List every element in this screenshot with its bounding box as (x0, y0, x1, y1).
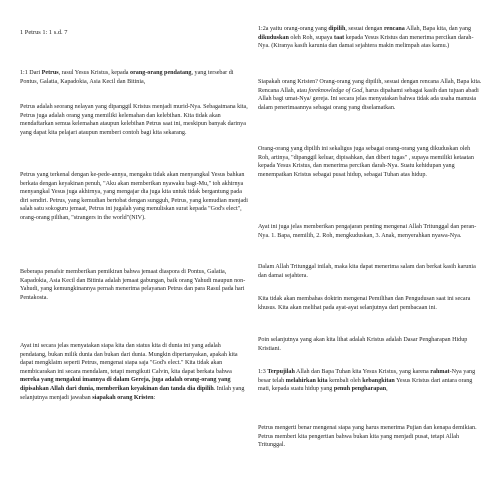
paragraph (20, 103, 248, 137)
text-run: . Inilah yang selanjutnya menjadi jawaban (20, 385, 245, 401)
text-run: Allah, Bapa kita, dan yang (404, 26, 472, 32)
paragraph (258, 25, 482, 51)
bold-text: taat (334, 34, 345, 41)
paragraph (258, 78, 482, 112)
bold-text: dipilih (328, 26, 346, 32)
document-heading: 1 Petrus 1: 1 s.d. 7 (20, 29, 68, 36)
paragraph (20, 171, 248, 223)
bold-text: penuh pengharapan (333, 386, 387, 393)
paragraph (258, 424, 482, 450)
text-run: Petrus mengerti benar mengenai siapa yang harus menerima Pujian dan kenapa demikian. Petrus memberi kita pengertian bahwa bukan kita yang menjadi pusat, tetapi Allah Tritunggal. (258, 425, 477, 449)
paragraph (258, 145, 482, 179)
text-run: Beberapa penafsir memberikan pemikiran bahwa jemaat diaspora di Pontus, Galatia, Kapadokia, Asia Kecil dan Bitinia adalah jemaat gabungan, baik orang Yahudi maupun non-Yahudi, yang kemungkinannya pernah menerima pelayanan Petrus dan para Rasul pada hari Pentakosta. (20, 269, 246, 301)
text-run: Orang-orang yang dipilih ini sekaligus juga sebagai orang-orang yang dikuduskan oleh Roh, artinya, "dipanggil keluar, dipisahkan, dan diberi tugas" , supaya memiliki ketaatan kepada Yesus Kristus, dan menerima percikan darah-Nya. Suatu kehidupan yang menempatkan Kristus sebagai pusat hidup, sebagai Tuhan atas hidup. (258, 146, 474, 178)
bold-text: dikuduskan (258, 34, 289, 41)
text-run: , rasul Yesus Kristus, kepada (58, 70, 131, 76)
bold-text: mereka yang mengakui imannya di dalam Gereja, juga adalah orang-orang yang dipisahkan Allah dari dunia, memberikan keyakinan dan tanda dia dipilih (20, 377, 231, 392)
italic-text: foreknowledge of God (308, 87, 363, 94)
text-run: , sesuai dengan (345, 26, 384, 32)
paragraph (258, 295, 482, 312)
text-run: Ayat ini secara jelas menyatakan siapa kita dan status kita di dunia ini yang adalah pendatang, bukan milik dunia dan bukan dari dunia. Mungkin dipertanyakan, apakah kita dapat mengklaim seperti Petrus, mengenai siapa saja "God's elect." Kita tidak akan membicarakan ini secara mendalam, tetapi mengikuti Calvin, kita dapat berkata bahwa (20, 343, 238, 375)
paragraph (20, 342, 248, 402)
text-run: Petrus yang terkenal dengan ke-pede-annya, mengaku tidak akan menyangkal Yesus bahkan berkata dengan keyakinan penuh, "Aku akan memberikan nyawaku bagi-Mu," toh akhirnya menyangkal Yesus juga akhirnya, yang mengajar dia juga kita untuk tidak bergantung pada diri sendiri. Petrus, yang kemudian bertobat dengan sungguh, Petrus, yang kemudian menjadi salah satu sokoguru jemaat, Petrus ini jugalah yang menuliskan surat kepada "God's elect", orang-orang pilihan, "strangers in the world"(NIV). (20, 172, 248, 221)
bold-text: kebangkitan (362, 377, 395, 384)
bold-text: rencana (383, 26, 405, 32)
text-run: Ayat ini juga jelas memberikan pengajaran penting mengenai Allah Tritunggal dan peran-Nya. 1. Bapa, memilih, 2. Roh, mengkuduskan, 3. Anak, menyerahkan nyawa-Nya. (258, 224, 477, 239)
bold-text: melahirkan kita (285, 377, 328, 384)
text-run: kepada Yesus Kristus dan menerima percikan darah-Nya. (Kiranya kasih karunia dan damai sejahtera makin melimpah atas kamu.) (258, 34, 474, 50)
paragraph (20, 69, 248, 86)
bold-text: Petrus (41, 70, 59, 76)
text-run: Siapakah orang Kristen? Orang-orang yang dipilih, sesuai dengan rencana Allah, Bapa kita. Rencana Allah, atau (258, 79, 482, 94)
text-run: Kita tidak akan membahas doktrin mengenai Pemilihan dan Pengudusan saat ini secara khusus. Kita akan melihat pada ayat-ayat selanjutnya dari pembacaan ini. (258, 296, 471, 311)
paragraph (20, 268, 248, 302)
text-run: oleh Roh, supaya (288, 34, 335, 41)
paragraph (258, 263, 482, 280)
text-run: -Nya yang besar telah (258, 369, 476, 384)
bold-text: orang-orang pendatang (130, 70, 192, 76)
text-run: , harus dipahami sebagai kasih dan tujuan abadi Allah bagi umat-Nya/ gereja. Ini secara jelas menyatakan bahwa tidak ada usaha manusia dalam penerimaannya sebagai orang yang diselamatkan. (258, 87, 479, 111)
text-run: : (153, 394, 156, 401)
text-run: Petrus adalah seorang nelayan yang dipanggil Kristus menjadi murid-Nya. Sebagaimana kita, Petrus juga adalah orang yang memiliki kelemahan dan kelebihan. Kita tidak akan mendaftarkan semua kelemahan ataupun kelebihan Petrus saat ini, meskipun banyak darinya yang dapat kita pelajari ataupun memberi contoh bagi kita sekarang. (20, 104, 248, 136)
text-run: 1:2a yaitu orang-orang yang (258, 26, 329, 32)
bold-text: Terpujilah (267, 369, 295, 375)
text-run: , yang tersebar di Pontus, Galatia, Kapadokia, Asia Kecil dan Bitinia, (20, 70, 234, 85)
text-run: 1:1 Dari (20, 70, 42, 76)
text-run: Poin selanjutnya yang akan kita lihat adalah Kristus adalah Dasar Pengharapan Hidup Kristiani. (258, 337, 468, 352)
bold-text: rahmat (430, 369, 450, 375)
text-run: kembali oleh (327, 377, 363, 384)
text-run: , (386, 386, 388, 393)
bold-text: siapakah orang Kristen (92, 394, 154, 401)
text-run: Dalam Allah Tritunggal inilah, maka kita dapat menerima salam dan berkat kasih karunia dan damai sejahtera. (258, 264, 476, 279)
paragraph (258, 223, 482, 240)
text-run: 1:3 (258, 369, 268, 375)
text-run: Yesus Kristus dari antara orang mati, kepada suatu hidup yang (258, 377, 473, 393)
paragraph (258, 336, 482, 353)
text-run: Allah dan Bapa Tuhan kita Yesus Kristus, yang karena (294, 369, 431, 375)
paragraph (258, 368, 482, 394)
